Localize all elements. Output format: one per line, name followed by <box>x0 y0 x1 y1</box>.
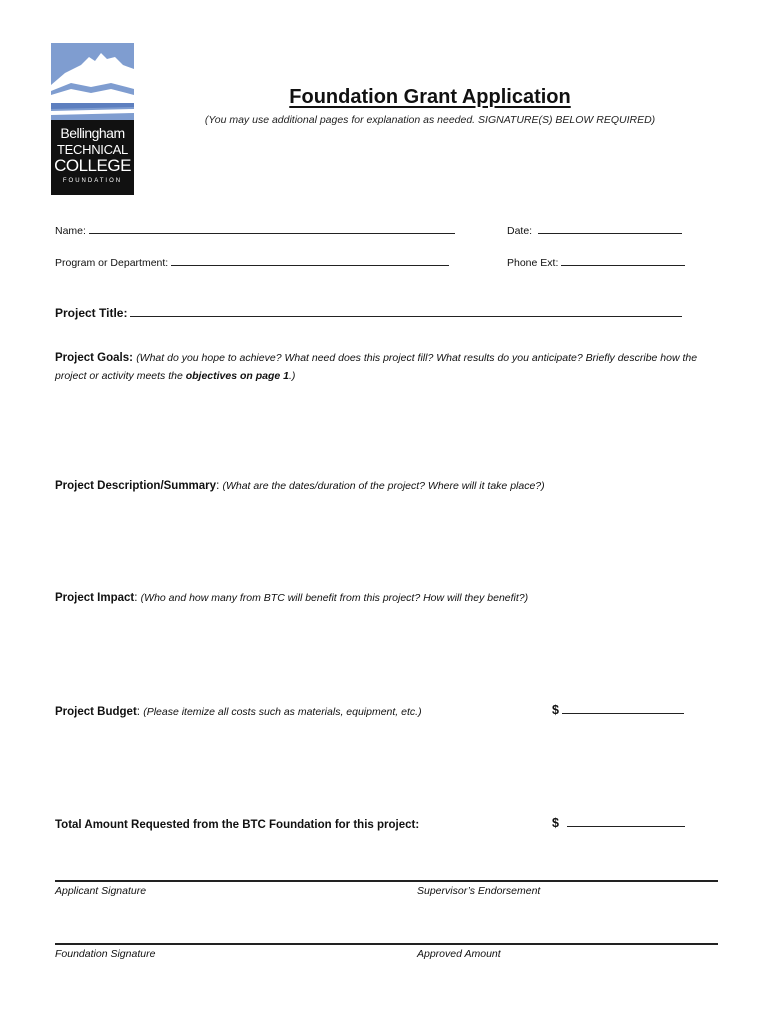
project-goals-prompt-1: (What do you hope to achieve? What need does this project fill? What results do you anticipate? Briefly describe how the project or activity meets the <box>55 352 698 382</box>
project-impact-prompt: (Who and how many from BTC will benefit from this project? How will they benefit?) <box>140 592 529 604</box>
project-impact-section <box>55 589 720 607</box>
total-amount-label: Total Amount Requested from the BTC Foundation for this project: <box>55 819 420 831</box>
approved-amount-label: Approved Amount <box>417 948 501 960</box>
supervisor-endorsement-label: Supervisor’s Endorsement <box>417 885 541 897</box>
logo-text-line1: Bellingham <box>60 125 125 141</box>
project-description-colon: : <box>216 480 220 492</box>
project-goals-prompt-2: .) <box>289 370 296 382</box>
total-amount-section <box>55 816 505 834</box>
phone-ext-field[interactable] <box>507 256 685 269</box>
project-title-field[interactable] <box>55 306 682 320</box>
project-budget-prompt: (Please itemize all costs such as materials, equipment, etc.) <box>143 706 422 718</box>
date-field[interactable] <box>507 224 682 237</box>
project-impact-label: Project Impact <box>55 592 135 604</box>
project-description-label: Project Description/Summary <box>55 480 217 492</box>
phone-ext-input-line[interactable] <box>561 256 685 266</box>
logo-text-line4: FOUNDATION <box>62 178 123 184</box>
project-goals-label: Project Goals <box>55 352 130 364</box>
project-impact-colon: : <box>134 592 138 604</box>
total-amount-field[interactable] <box>552 816 685 830</box>
project-goals-prompt-bold: objectives on page 1 <box>185 370 290 382</box>
project-goals-section <box>55 349 720 385</box>
page-title: Foundation Grant Application <box>289 86 571 108</box>
page-subtitle: (You may use additional pages for explanation as needed. SIGNATURE(S) BELOW REQUIRED) <box>204 114 656 126</box>
project-budget-label: Project Budget <box>55 706 137 718</box>
budget-amount-field[interactable] <box>552 703 684 717</box>
project-description-prompt: (What are the dates/duration of the project? Where will it take place?) <box>222 480 545 492</box>
name-label: Name: <box>55 225 86 237</box>
project-title-label: Project Title: <box>55 306 128 320</box>
project-title-input-line[interactable] <box>130 306 682 317</box>
signature-line-1[interactable] <box>55 880 718 882</box>
signature-line-2[interactable] <box>55 943 718 945</box>
total-amount-input-line[interactable] <box>567 817 685 827</box>
program-field[interactable] <box>55 256 449 269</box>
project-budget-colon: : <box>136 706 140 718</box>
program-input-line[interactable] <box>171 256 449 266</box>
program-label: Program or Department: <box>55 257 169 269</box>
foundation-signature-label: Foundation Signature <box>55 948 156 960</box>
project-description-section <box>55 477 720 495</box>
name-input-line[interactable] <box>89 224 455 234</box>
logo-text-line2: TECHNICAL <box>57 142 128 157</box>
date-input-line[interactable] <box>538 224 682 234</box>
budget-currency-symbol: $ <box>552 703 559 717</box>
total-currency-symbol: $ <box>552 816 559 830</box>
applicant-signature-label: Applicant Signature <box>55 885 147 897</box>
project-budget-section <box>55 703 495 721</box>
logo-text-line3: COLLEGE <box>54 156 131 175</box>
budget-amount-input-line[interactable] <box>562 704 684 714</box>
project-goals-colon: : <box>129 352 133 364</box>
name-field[interactable] <box>55 224 455 237</box>
date-label: Date: <box>507 225 533 237</box>
phone-ext-label: Phone Ext: <box>507 257 559 269</box>
